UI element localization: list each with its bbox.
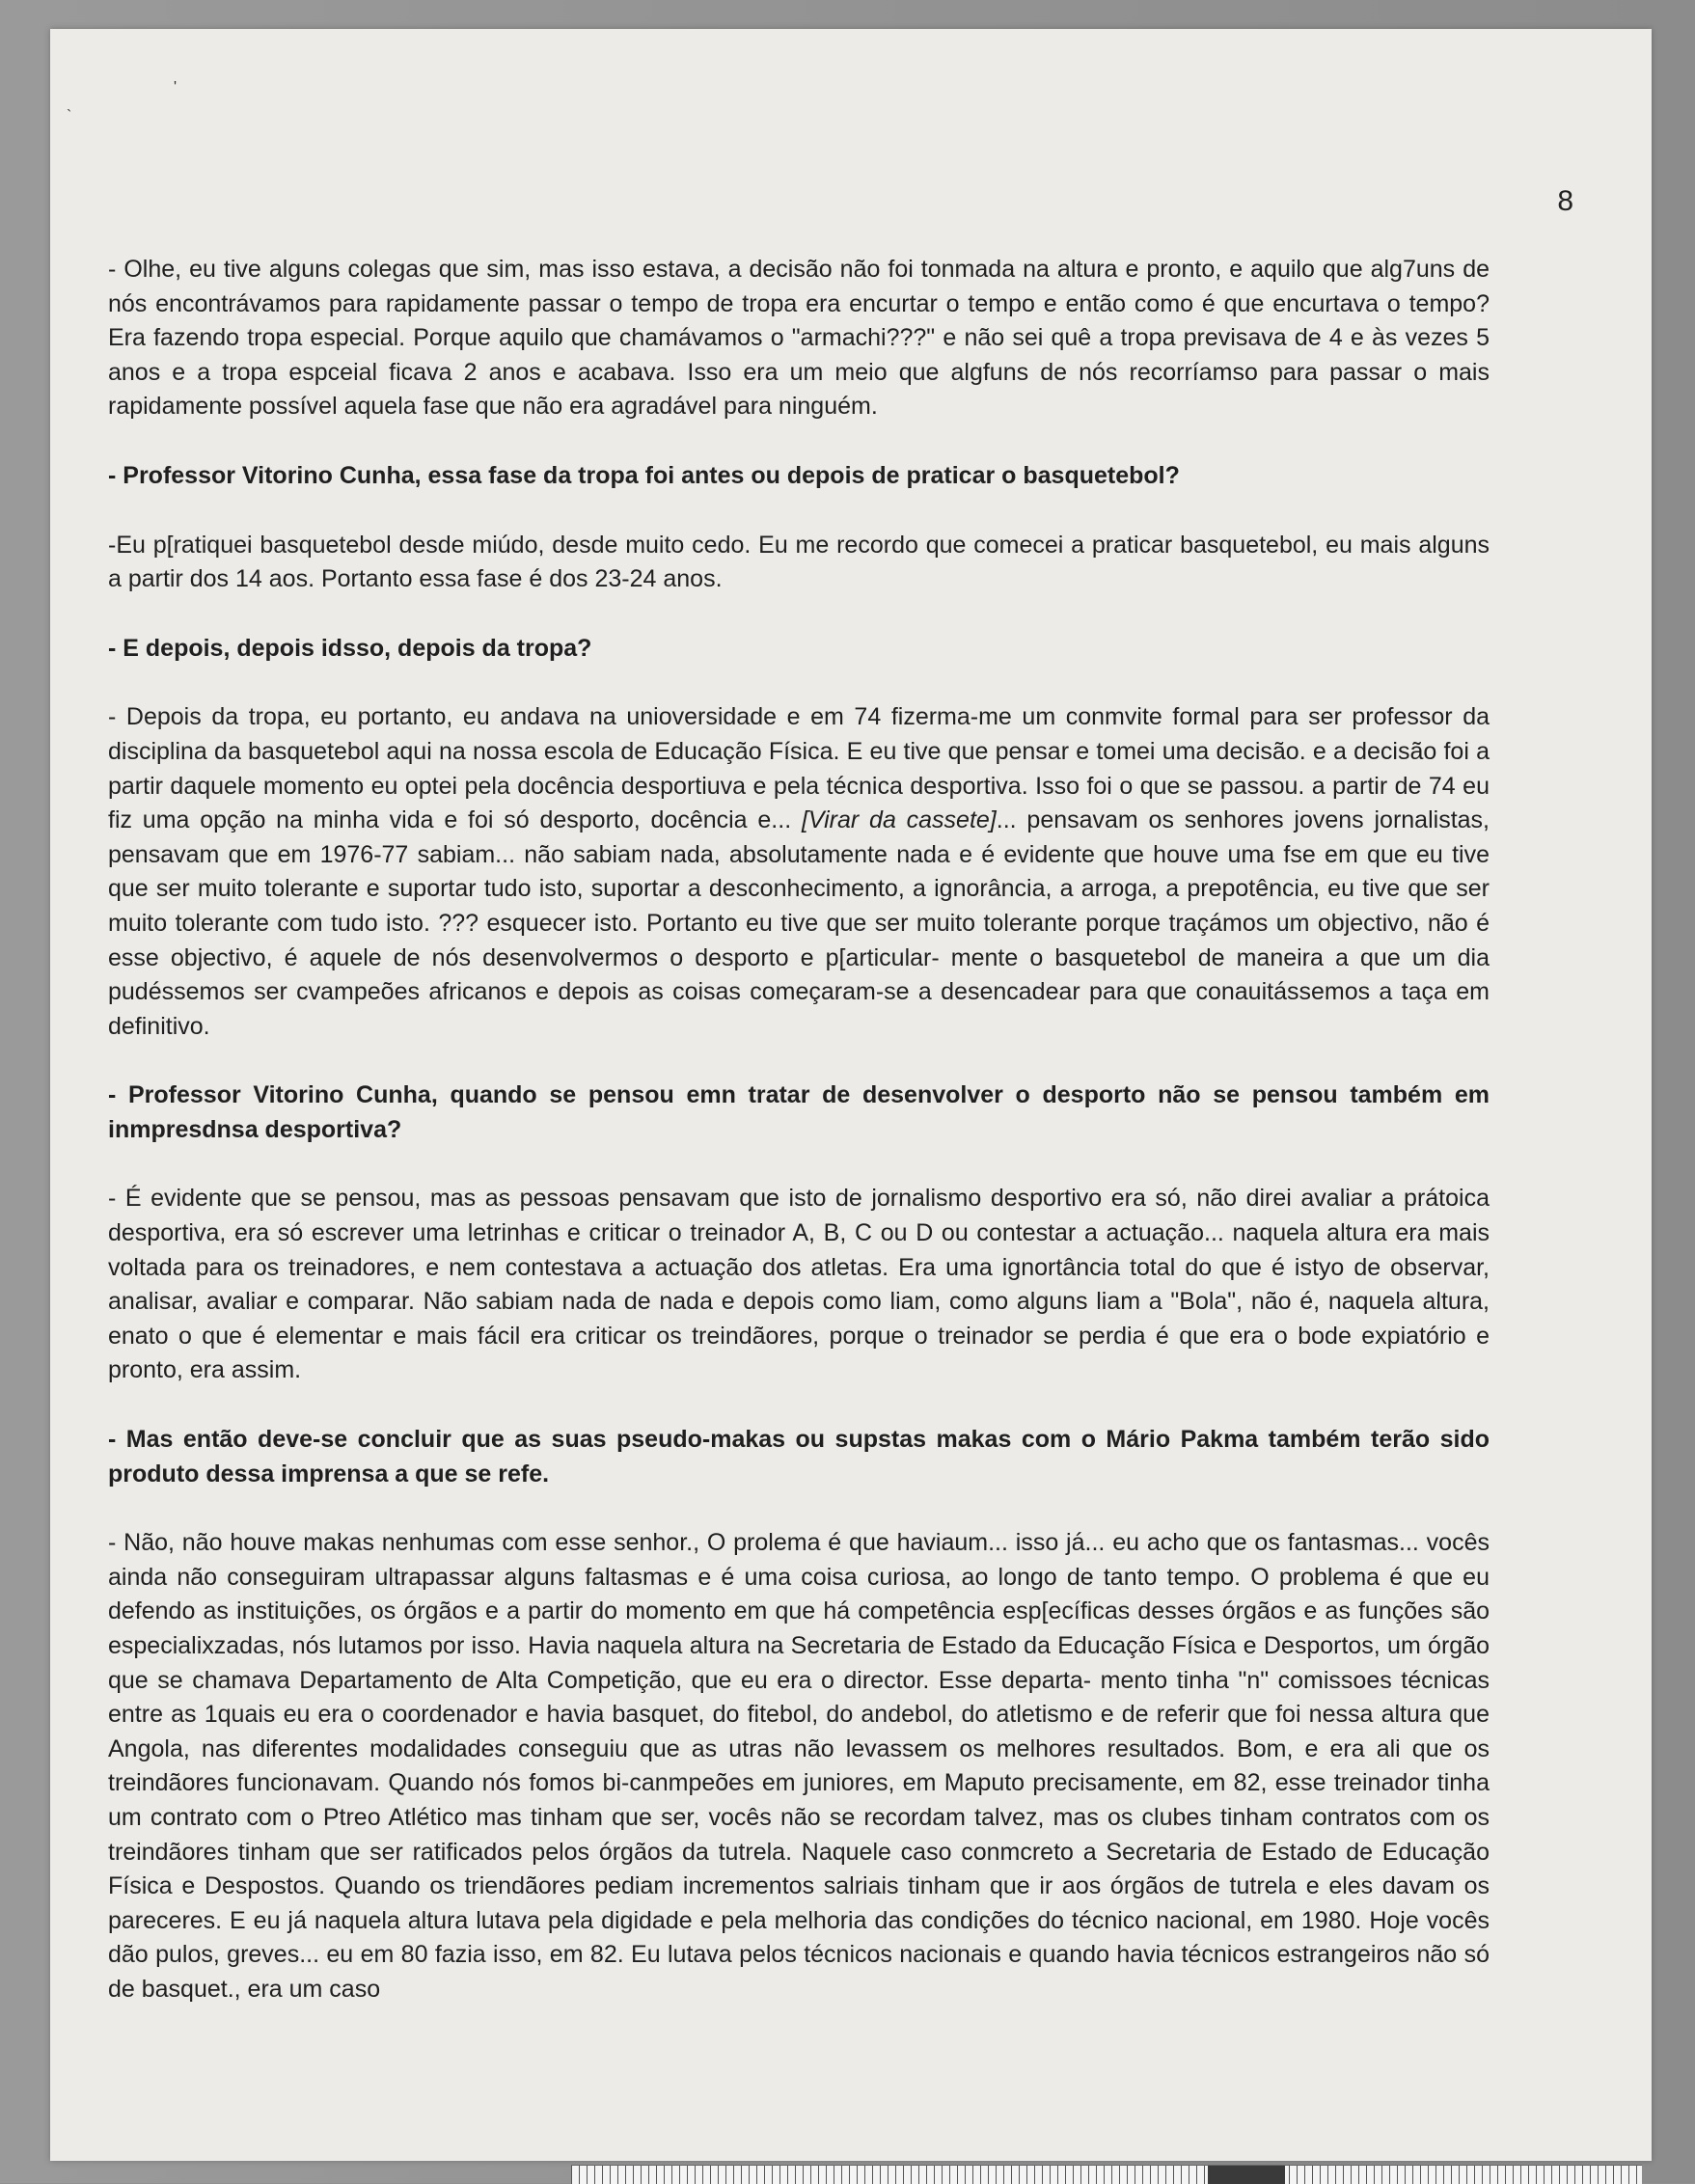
answer-paragraph: - Não, não houve makas nenhumas com esse senhor., O prolema é que haviaum... isso já... eu acho que os fantasmas... vocês ainda não conseguiram ultrapassar alguns faltasmas e é uma coisa curiosa, ao longo de tanto tempo. O problema é que eu defendo as instituições, os órgãos e a partir do momento em que há competência esp[ecíficas desses órgãos e as funções são especialixzadas, nós lutamos por isso. Havia naquela altura na Secretaria de Estado da Educação Física e Desportos, um órgão que se chamava Departamento de Alta Competição, que eu era o director. Esse departa- mento tinha "n" comissoes técnicas entre as 1quais eu era o coordenador e havia basquet, do fitebol, do andebol, do atletismo e de referir que foi nessa altura que Angola, nas diferentes modalidades conseguiu que as utras não levassem os melhores resultados. Bom, e era ali que os treindãores funcionavam. Quando nós fomos bi-canmpeões em juniores, em Maputo precisamente, em 82, esse treinador tinha um contrato com o Ptreo Atlético mas tinham que ser, vocês não se recordam talvez, mas os clubes tinham contratos com os treindãores tinham que ser ratificados pelos órgãos da tutrela. Naquele caso conmcreto a Secretaria de Estado de Educação Física e Despostos. Quando os triendãores pediam incrementos salriais tinham que ir aos órgãos de tutrela e eles davam os pareceres. E eu já naquela altura lutava pela digidade e pela melhoria das condições do técnico nacional, em 1980. Hoje vocês dão pulos, greves... eu em 80 fazia isso, em 82. Eu lutava pelos técnicos nacionais e quando havia técnicos estrangeiros não só de basquet., era um caso — [108, 1529, 1490, 2003]
answer-paragraph: -Eu p[ratiquei basquetebol desde miúdo, desde muito cedo. Eu me recordo que comecei a praticar basquetebol, eu mais alguns a partir dos 14 aos. Portanto essa fase é dos 23-24 anos. — [108, 531, 1490, 593]
scan-ruler-mark — [1208, 2166, 1285, 2184]
scan-mark: ` — [67, 108, 72, 124]
question-paragraph: - Mas então deve-se concluir que as suas pseudo-makas ou supstas makas com o Mário Pakma também terão sido produto dessa imprensa a que se refe. — [108, 1426, 1490, 1488]
transcriber-note: [Virar da cassete] — [801, 806, 997, 834]
question-paragraph: - Professor Vitorino Cunha, essa fase da tropa foi antes ou depois de praticar o basquetebol? — [108, 461, 1180, 489]
answer-text: ... pensavam os senhores jovens jornalistas, pensavam que em 1976-77 sabiam... não sabiam nada, absolutamente nada e é evidente que houve uma fse em que eu tive que ser muito tolerante e suportar tudo isto, suportar a desconhecimento, a ignorância, a arroga, a prepotência, eu tive que ser muito tolerante com tudo isto. ??? esquecer isto. Portanto eu tive que ser muito tolerante porque traçámos um objectivo, não é esse objectivo, é aquele de nós desenvolvermos o desporto e p[articular- mente o basquetebol de maneira a que um dia pudéssemos ser cvampeões africanos e depois as coisas começaram-se a desencadear para que conauitássemos a taça em definitivo. — [108, 806, 1490, 1040]
interview-transcript — [108, 253, 1490, 2042]
question-paragraph: - Professor Vitorino Cunha, quando se pensou emn tratar de desenvolver o desporto não se pensou também em inmpresdnsa desportiva? — [108, 1081, 1490, 1143]
answer-paragraph: - Olhe, eu tive alguns colegas que sim, mas isso estava, a decisão não foi tonmada na altura e pronto, e aquilo que alg7uns de nós encontrávamos para rapidamente passar o tempo de tropa era encurtar o tempo e então como é que encurtava o tempo? Era fazendo tropa especial. Porque aquilo que chamávamos o "armachi???" e não sei quê a tropa previsava de 4 e às vezes 5 anos e a tropa espceial ficava 2 anos e acabava. Isso era um meio que algfuns de nós recorríamso para passar o mais rapidamente possível aquela fase que não era agradável para ninguém. — [108, 256, 1490, 421]
answer-paragraph — [108, 700, 1490, 1044]
answer-paragraph: - É evidente que se pensou, mas as pessoas pensavam que isto de jornalismo desportivo era só, não direi avaliar a prátoica desportiva, era só escrever uma letrinhas e criticar o treinador A, B, C ou D ou contestar a actuação... naquela altura era mais voltada para os treinadores, e nem contestava a actuação dos atletas. Era uma ignortância total do que é istyo de observar, analisar, avaliar e comparar. Não sabiam nada de nada e depois como liam, como alguns liam a "Bola", não é, naquela altura, enato o que é elementar e mais fácil era criticar os treindãores, porque o treinador se perdia é que era o bode expiatório e pronto, era assim. — [108, 1185, 1490, 1384]
scan-mark: ' — [174, 79, 178, 96]
answer-text: - Depois da tropa, eu portanto, eu andava na unioversidade e em 74 fizerma-me um conmvite formal para ser professor da disciplina da basquetebol aqui na nossa escola de Educação Física. E eu tive que pensar e tomei uma decisão. e a decisão foi a partir daquele momento eu optei pela docência desportiuva e pela técnica desportiva. Isso foi o que se passou. a partir de 74 eu fiz uma opção na minha vida e foi só desporto, docência e... — [108, 703, 1490, 834]
page-number: 8 — [1557, 185, 1573, 217]
question-paragraph: - E depois, depois idsso, depois da tropa? — [108, 634, 592, 662]
scan-ruler — [571, 2165, 1642, 2184]
